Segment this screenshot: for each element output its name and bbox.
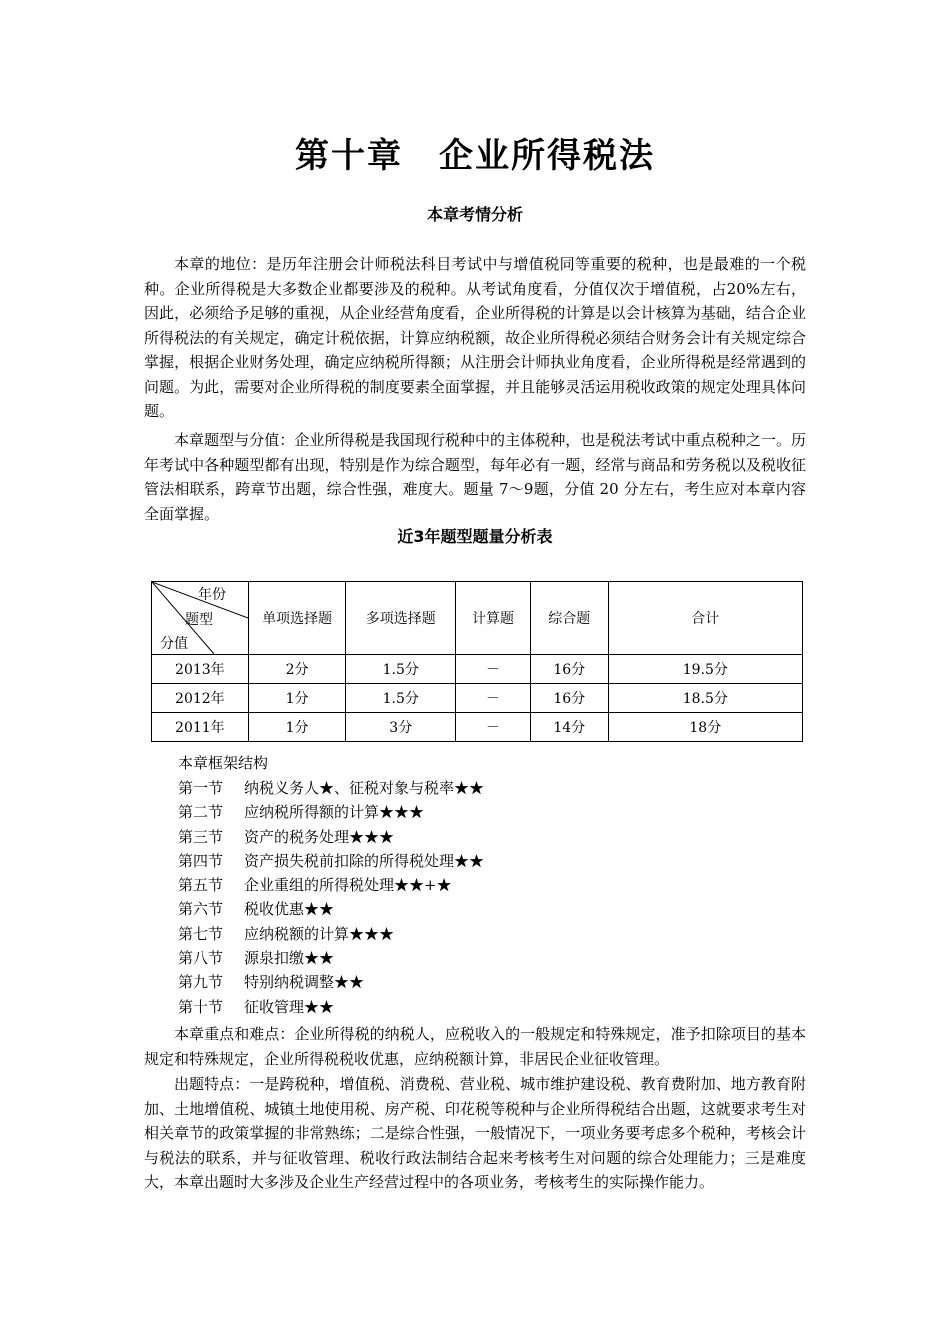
section-number: 第三节: [178, 827, 224, 846]
list-item: [178, 776, 484, 800]
list-item: [178, 922, 484, 946]
section-title: 税收优惠★★: [244, 900, 335, 919]
corner-label-score: 分值: [160, 636, 188, 652]
table-header-row: [152, 582, 803, 655]
list-item: [178, 995, 484, 1019]
row-year-cell: 2012年: [152, 684, 249, 713]
table-cell: －: [456, 684, 531, 713]
section-number: 第六节: [178, 900, 224, 919]
section-title: 特别纳税调整★★: [244, 973, 365, 992]
header-total: 合计: [608, 582, 802, 655]
list-item: [178, 946, 484, 970]
table-cell: 18.5分: [608, 684, 802, 713]
section-number: 第八节: [178, 949, 224, 968]
table-row: [152, 655, 803, 684]
question-features-paragraph: 出题特点：一是跨税种，增值税、消费税、营业税、城市维护建设税、教育费附加、地方教育附加、土地增值税、城镇土地使用税、房产税、印花税等税种与企业所得税结合出题，这就要求考生对相关章节的政策掌握的非常熟练；二是综合性强，一般情况下，一项业务要考虑多个税种，考核会计与税法的联系，并与征收管理、税收行政法制结合起来考核考生对问题的综合处理能力；三是难度大，本章出题时大多涉及企业生产经营过程中的各项业务，考核考生的实际操作能力。: [144, 1075, 806, 1191]
section-number: 第一节: [178, 779, 224, 797]
question-types-paragraph: 本章题型与分值：企业所得税是我国现行税种中的主体税种，也是税法考试中重点税种之一。历年考试中各种题型都有出现，特别是作为综合题型，每年必有一题，经常与商品和劳务税以及税收征管法相联系，跨章节出题，综合性强，难度大。题量 7～9题，分值 20 分左右，考生应对本章内容全面掌握。: [144, 431, 806, 523]
table-cell: 19.5分: [608, 655, 802, 684]
section-number: 第二节: [178, 803, 224, 822]
section-number: 第四节: [178, 851, 224, 870]
section-title: 资产的税务处理★★★: [244, 827, 395, 846]
row-year-cell: 2013年: [152, 655, 249, 684]
key-points-paragraph: 本章重点和难点：企业所得税的纳税人，应税收入的一般规定和特殊规定，准予扣除项目的基本规定和特殊规定，企业所得税税收优惠，应纳税额计算，非居民企业征收管理。: [144, 1025, 806, 1068]
header-multiple-choice: 多项选择题: [346, 582, 456, 655]
table-cell: 14分: [530, 713, 608, 742]
table-row: [152, 713, 803, 742]
table-cell: 3分: [346, 713, 456, 742]
table-cell: 18分: [608, 713, 802, 742]
list-item: [178, 825, 484, 849]
table-cell: 16分: [530, 655, 608, 684]
list-item: [178, 897, 484, 921]
corner-label-year: 年份: [198, 587, 226, 603]
corner-label-type: 题型: [185, 612, 213, 628]
table-cell: 1.5分: [346, 655, 456, 684]
framework-heading: 本章框架结构: [178, 754, 269, 772]
exam-analysis-heading: 本章考情分析: [426, 205, 523, 224]
header-calculation: 计算题: [456, 582, 531, 655]
list-item: [178, 873, 484, 897]
header-single-choice: 单项选择题: [248, 582, 346, 655]
table-cell: 1分: [248, 684, 346, 713]
row-year-cell: 2011年: [152, 713, 249, 742]
section-number: 第五节: [178, 876, 224, 895]
list-item: [178, 970, 484, 994]
table-cell: 2分: [248, 655, 346, 684]
section-title: 源泉扣缴★★: [244, 949, 335, 968]
table-row: [152, 684, 803, 713]
list-item: [178, 800, 484, 824]
chapter-title: 第十章 企业所得税法: [295, 136, 655, 176]
table-corner-cell: [152, 582, 249, 655]
table-title: 近3年题型题量分析表: [397, 527, 553, 546]
section-title: 纳税义务人★、征税对象与税率★★: [244, 779, 485, 797]
table-cell: 1.5分: [346, 684, 456, 713]
table-cell: －: [456, 713, 531, 742]
chapter-status-paragraph: 本章的地位：是历年注册会计师税法科目考试中与增值税同等重要的税种，也是最难的一个税种。企业所得税是大多数企业都要涉及的税种。从考试角度看，分值仅次于增值税，占20%左右，因此，必须给予足够的重视，从企业经营角度看，企业所得税的计算是以会计核算为基础，结合企业所得税法的有关规定，确定计税依据，计算应纳税额，故企业所得税必须结合财务会计有关规定综合掌握，根据企业财务处理，确定应纳税所得额；从注册会计师执业角度看，企业所得税是经常遇到的问题。为此，需要对企业所得税的制度要素全面掌握，并且能够灵活运用税收政策的规定处理具体问题。: [144, 255, 806, 420]
section-number: 第九节: [178, 973, 224, 992]
section-title: 企业重组的所得税处理★★+★: [244, 876, 452, 895]
section-number: 第七节: [178, 924, 224, 943]
section-list: [178, 776, 484, 1019]
section-title: 资产损失税前扣除的所得税处理★★: [244, 851, 485, 870]
table-cell: －: [456, 655, 531, 684]
list-item: [178, 849, 484, 873]
header-comprehensive: 综合题: [530, 582, 608, 655]
section-number: 第十节: [178, 997, 224, 1016]
section-title: 应纳税额的计算★★★: [244, 924, 395, 943]
table-cell: 16分: [530, 684, 608, 713]
section-title: 征收管理★★: [244, 997, 335, 1016]
question-analysis-table: [151, 581, 803, 742]
section-title: 应纳税所得额的计算★★★: [244, 803, 425, 822]
table-cell: 1分: [248, 713, 346, 742]
